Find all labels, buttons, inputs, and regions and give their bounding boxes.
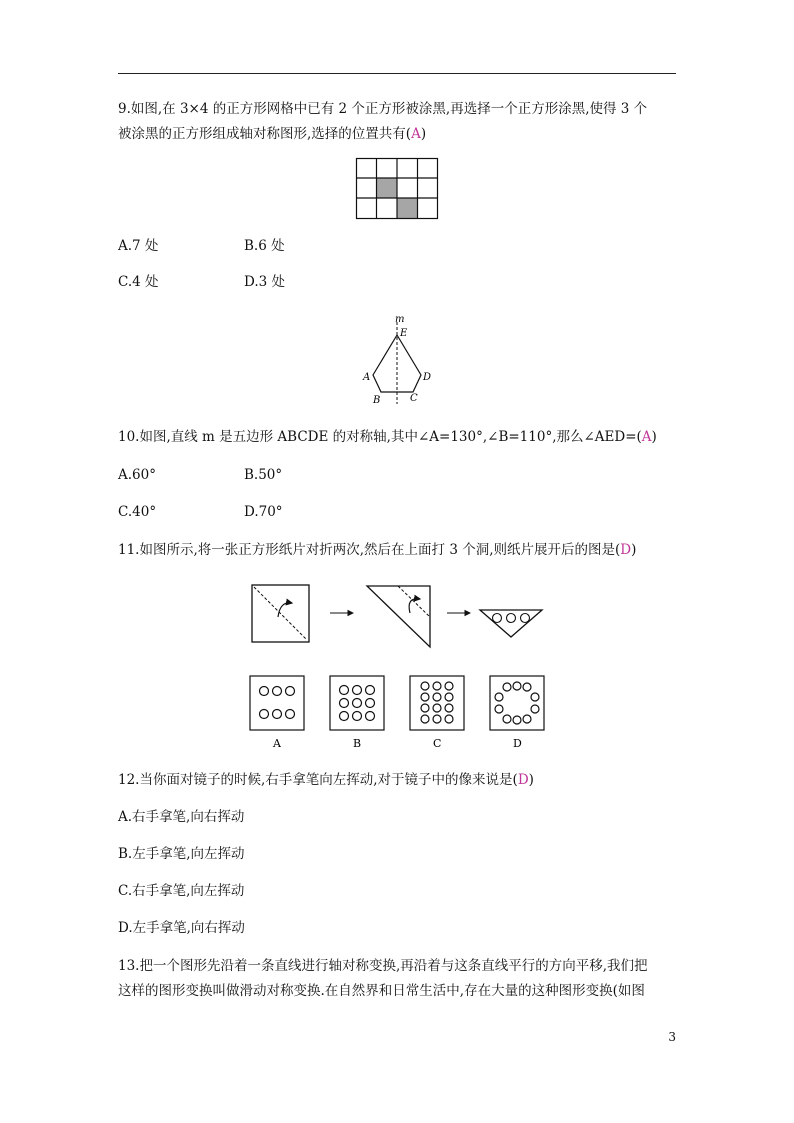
q9-option-b: B.6 处: [244, 238, 285, 254]
q10-answer: A: [641, 429, 652, 445]
q11-choice-c-hole: [445, 704, 453, 712]
q9-shaded-square-2: [397, 198, 418, 218]
q11-choice-d-hole: [523, 715, 531, 723]
q11-choice-a-square: [250, 676, 304, 730]
q9-answer: A: [411, 126, 421, 142]
q11-answer: D: [620, 542, 632, 558]
q11-choice-a-hole: [286, 710, 295, 719]
q11-choice-a-hole: [273, 687, 282, 696]
q11-choice-b-hole: [366, 699, 375, 708]
q11-choice-b-hole: [340, 699, 349, 708]
q10-option-d: D.70°: [244, 504, 283, 520]
q12-option-d: D.左手拿笔,向右挥动: [118, 920, 245, 936]
q11-choice-c-hole: [421, 693, 429, 701]
q10-label-b: B: [373, 395, 381, 406]
q11-choice-b-hole: [353, 699, 362, 708]
q12-option-b: B.左手拿笔,向左挥动: [118, 846, 245, 862]
q12-text-line1: 12.当你面对镜子的时候,右手拿笔向左挥动,对于镜子中的像来说是(D): [118, 772, 534, 788]
q11-choice-c-hole: [433, 715, 441, 723]
q11-choice-d-hole: [513, 716, 521, 724]
q12-option-a: A.右手拿笔,向右挥动: [118, 809, 245, 825]
q11-hole: [493, 614, 502, 623]
q11-choice-label-a: A: [273, 737, 281, 750]
q11-choice-a-hole: [286, 687, 295, 696]
q10-option-a: A.60°: [118, 467, 156, 483]
q11-choice-b-hole: [366, 686, 375, 695]
q11-choice-d-hole: [531, 705, 539, 713]
q11-step2-triangle: [367, 586, 430, 647]
q10-pentagon-figure: [360, 314, 440, 406]
q11-choice-a-hole: [260, 710, 269, 719]
q11-choice-d-hole: [495, 705, 503, 713]
q9-option-a: A.7 处: [118, 238, 159, 254]
q11-hole: [507, 614, 516, 623]
q11-hole: [521, 614, 530, 623]
page-number: 3: [668, 1030, 676, 1044]
q11-choice-b-hole: [366, 712, 375, 721]
q12-answer: D: [517, 772, 529, 788]
q11-choice-d-hole: [495, 693, 503, 701]
q11-choice-d-hole: [503, 715, 511, 723]
q9-shaded-square-1: [377, 178, 398, 198]
q11-choice-c-hole: [421, 715, 429, 723]
q11-choice-b-hole: [340, 686, 349, 695]
header-rule: [118, 73, 676, 74]
q11-choice-d-hole: [503, 683, 511, 691]
q10-label-a: A: [363, 372, 371, 383]
q9-grid-figure: [356, 158, 438, 219]
q10-option-b: B.50°: [244, 467, 283, 483]
q11-choice-c-hole: [433, 682, 441, 690]
q10-option-c: C.40°: [118, 504, 157, 520]
q12-option-c: C.右手拿笔,向左挥动: [118, 883, 245, 899]
q9-text-line2: 被涂黑的正方形组成轴对称图形,选择的位置共有(A): [118, 126, 427, 142]
q10-text-line1: 10.如图,直线 m 是五边形 ABCDE 的对称轴,其中∠A=130°,∠B=110°,那么∠AED=(A): [118, 429, 657, 445]
q11-choice-c-hole: [445, 693, 453, 701]
q11-choice-c-square: [410, 676, 464, 730]
q10-label-m: m: [395, 314, 405, 325]
q11-choice-label-d: D: [513, 737, 522, 750]
q11-folding-steps-figure: [250, 583, 545, 645]
q11-choice-d-hole: [523, 683, 531, 691]
q11-choice-label-c: C: [433, 737, 442, 750]
q11-step2-fold-arrow: [409, 599, 420, 613]
q13-text-line1: 13.把一个图形先沿着一条直线进行轴对称变换,再沿着与这条直线平行的方向平移,我们把: [118, 958, 648, 974]
q11-choice-b-hole: [340, 712, 349, 721]
q11-choice-c-hole: [433, 704, 441, 712]
q11-choice-a-hole: [273, 710, 282, 719]
q11-choice-c-hole: [421, 682, 429, 690]
q11-choice-c-hole: [445, 715, 453, 723]
q11-step1-fold-arrow: [278, 603, 292, 617]
q10-label-c: C: [410, 393, 418, 404]
q11-choices-figure: [248, 675, 548, 751]
q10-label-e: E: [400, 328, 408, 339]
q11-choice-b-hole: [353, 712, 362, 721]
q13-text-line2: 这样的图形变换叫做滑动对称变换.在自然界和日常生活中,存在大量的这种图形变换(如图: [118, 983, 645, 999]
q10-label-d: D: [423, 372, 432, 383]
q9-text-line1: 9.如图,在 3×4 的正方形网格中已有 2 个正方形被涂黑,再选择一个正方形涂黑,使得 3 个: [118, 101, 648, 117]
q11-choice-d-square: [490, 676, 544, 730]
q9-option-d: D.3 处: [244, 274, 286, 290]
q11-choice-b-square: [330, 676, 384, 730]
q11-choice-c-hole: [445, 682, 453, 690]
q11-choice-c-hole: [433, 693, 441, 701]
q11-choice-d-hole: [513, 682, 521, 690]
q11-text-line1: 11.如图所示,将一张正方形纸片对折两次,然后在上面打 3 个洞,则纸片展开后的图是(D): [118, 542, 637, 558]
q11-choice-b-hole: [353, 686, 362, 695]
q11-choice-label-b: B: [353, 737, 362, 750]
q11-choice-c-hole: [421, 704, 429, 712]
q11-choice-d-hole: [531, 693, 539, 701]
q11-choice-a-hole: [260, 687, 269, 696]
q9-option-c: C.4 处: [118, 274, 159, 290]
